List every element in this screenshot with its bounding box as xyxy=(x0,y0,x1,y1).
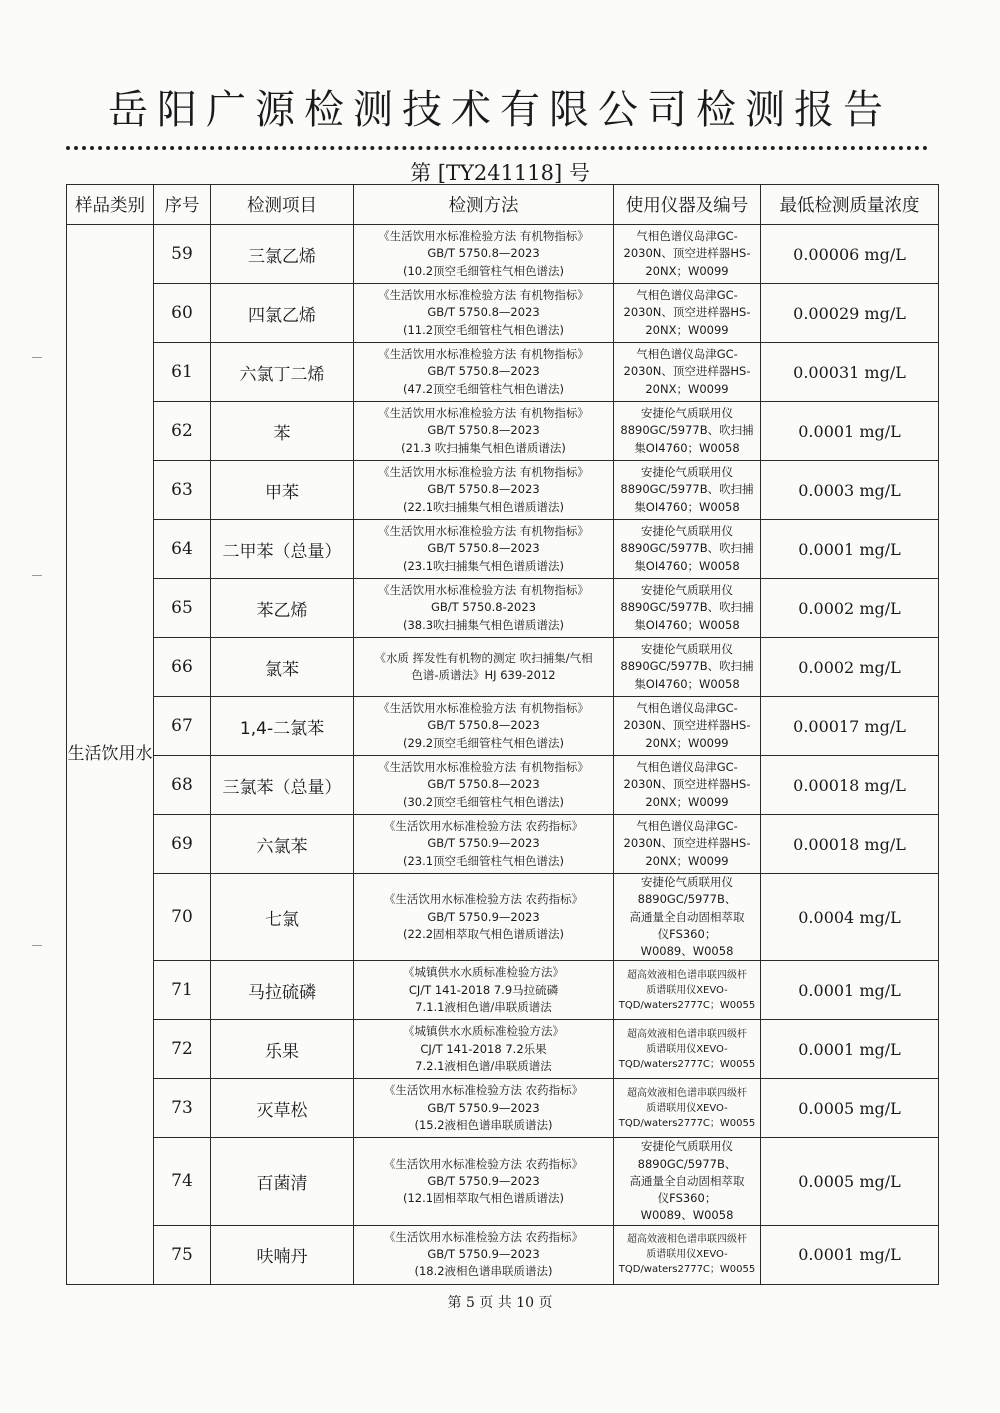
row-instrument xyxy=(614,961,761,1020)
row-item: 甲苯 xyxy=(211,461,354,520)
row-seq: 70 xyxy=(154,874,211,961)
method-line: 《生活饮用水标准检验方法 有机物指标》 xyxy=(378,347,589,362)
instrument-line: TQD/waters2777C；W0055 xyxy=(618,1117,756,1129)
instrument-line: 气相色谱仪岛津GC- xyxy=(636,229,738,244)
row-concentration: 0.0001 mg/L xyxy=(761,1225,939,1284)
row-seq: 75 xyxy=(154,1225,211,1284)
method-line: 《生活饮用水标准检验方法 有机物指标》 xyxy=(378,229,589,244)
scan-mark xyxy=(32,357,42,358)
row-concentration: 0.00031 mg/L xyxy=(761,343,939,402)
method-line: GB/T 5750.8—2023 xyxy=(427,246,540,261)
instrument-line: 2030N、顶空进样器HS- xyxy=(623,777,751,792)
col-header-instrument: 使用仪器及编号 xyxy=(614,185,761,225)
instrument-line: 20NX；W0099 xyxy=(645,381,729,396)
table-row xyxy=(67,461,939,520)
instrument-line: 安捷伦气质联用仪 xyxy=(641,583,733,598)
table-row xyxy=(67,284,939,343)
row-seq: 59 xyxy=(154,225,211,284)
method-line: (23.1顶空毛细管柱气相色谱法) xyxy=(402,853,565,868)
method-line: GB/T 5750.8—2023 xyxy=(427,364,540,379)
method-line: 《城镇供水水质标准检验方法》 xyxy=(403,965,564,980)
row-concentration: 0.0005 mg/L xyxy=(761,1079,939,1138)
method-line: 《生活饮用水标准检验方法 有机物指标》 xyxy=(378,583,589,598)
row-instrument xyxy=(614,697,761,756)
instrument-line: 质谱联用仪XEVO- xyxy=(646,984,728,996)
row-concentration: 0.0002 mg/L xyxy=(761,638,939,697)
method-line: GB/T 5750.9—2023 xyxy=(427,1100,540,1115)
instrument-line: 8890GC/5977B、 xyxy=(637,892,737,907)
instrument-line: TQD/waters2777C；W0055 xyxy=(618,1264,756,1275)
row-instrument xyxy=(614,1020,761,1079)
row-seq: 73 xyxy=(154,1079,211,1138)
instrument-line: W0089、W0058 xyxy=(640,944,734,958)
method-line: GB/T 5750.9—2023 xyxy=(427,1246,540,1261)
method-line: 《生活饮用水标准检验方法 农药指标》 xyxy=(383,819,584,834)
method-line: 7.1.1液相色谱/串联质谱法 xyxy=(415,999,552,1014)
row-method xyxy=(354,815,614,874)
instrument-line: TQD/waters2777C；W0055 xyxy=(618,1058,756,1070)
row-item: 二甲苯（总量） xyxy=(211,520,354,579)
col-header-seq: 序号 xyxy=(154,185,211,225)
instrument-line: 集OI4760；W0058 xyxy=(634,617,740,632)
instrument-line: 2030N、顶空进样器HS- xyxy=(623,364,751,379)
row-instrument xyxy=(614,579,761,638)
method-line: 《生活饮用水标准检验方法 农药指标》 xyxy=(383,1156,584,1171)
row-seq: 63 xyxy=(154,461,211,520)
row-instrument xyxy=(614,1138,761,1225)
instrument-line: 超高效液相色谱串联四级杆 xyxy=(627,1234,747,1245)
row-method xyxy=(354,1079,614,1138)
table-row xyxy=(67,1079,939,1138)
row-instrument xyxy=(614,343,761,402)
instrument-line: 仪FS360； xyxy=(657,1191,717,1205)
method-line: 色谱-质谱法》HJ 639-2012 xyxy=(411,668,556,682)
method-line: CJ/T 141-2018 7.9马拉硫磷 xyxy=(408,982,559,997)
row-seq: 67 xyxy=(154,697,211,756)
row-method xyxy=(354,961,614,1020)
method-line: 《生活饮用水标准检验方法 有机物指标》 xyxy=(378,406,589,421)
row-concentration: 0.00006 mg/L xyxy=(761,225,939,284)
row-concentration: 0.00018 mg/L xyxy=(761,815,939,874)
row-seq: 62 xyxy=(154,402,211,461)
row-method xyxy=(354,579,614,638)
row-item: 马拉硫磷 xyxy=(211,961,354,1020)
instrument-line: 8890GC/5977B、吹扫捕 xyxy=(620,423,754,438)
method-line: (47.2顶空毛细管柱气相色谱法) xyxy=(402,381,565,396)
instrument-line: 气相色谱仪岛津GC- xyxy=(636,288,738,303)
row-method xyxy=(354,1020,614,1079)
table-row xyxy=(67,874,939,961)
instrument-line: 高通量全自动固相萃取 xyxy=(629,1173,745,1188)
table-row xyxy=(67,638,939,697)
table-row xyxy=(67,225,939,284)
instrument-line: 质谱联用仪XEVO- xyxy=(646,1043,728,1055)
title-divider xyxy=(66,146,928,150)
instrument-line: 8890GC/5977B、吹扫捕 xyxy=(620,659,754,674)
row-item: 六氯丁二烯 xyxy=(211,343,354,402)
instrument-line: 高通量全自动固相萃取 xyxy=(629,909,745,924)
instrument-line: 8890GC/5977B、吹扫捕 xyxy=(620,541,754,556)
sample-category: 生活饮用水 xyxy=(67,225,154,1285)
report-number: 第 [TY241118] 号 xyxy=(410,161,590,185)
method-line: 7.2.1液相色谱/串联质谱法 xyxy=(415,1058,552,1073)
row-method xyxy=(354,638,614,697)
method-line: 《生活饮用水标准检验方法 农药指标》 xyxy=(383,1083,584,1098)
row-instrument xyxy=(614,638,761,697)
instrument-line: TQD/waters2777C；W0055 xyxy=(618,999,756,1011)
table-row xyxy=(67,579,939,638)
method-line: GB/T 5750.9—2023 xyxy=(427,909,540,924)
table-row xyxy=(67,402,939,461)
instrument-line: 2030N、顶空进样器HS- xyxy=(623,836,751,851)
row-concentration: 0.00017 mg/L xyxy=(761,697,939,756)
row-method xyxy=(354,874,614,961)
row-concentration: 0.0001 mg/L xyxy=(761,520,939,579)
method-line: 《生活饮用水标准检验方法 农药指标》 xyxy=(383,1229,584,1244)
row-concentration: 0.00018 mg/L xyxy=(761,756,939,815)
instrument-line: 集OI4760；W0058 xyxy=(634,440,740,455)
row-concentration: 0.0005 mg/L xyxy=(761,1138,939,1225)
row-instrument xyxy=(614,756,761,815)
instrument-line: 集OI4760；W0058 xyxy=(634,558,740,573)
method-line: 《城镇供水水质标准检验方法》 xyxy=(403,1024,564,1039)
method-line: (22.1吹扫捕集气相色谱质谱法) xyxy=(402,499,565,514)
instrument-line: 20NX；W0099 xyxy=(645,735,729,750)
method-line: GB/T 5750.8—2023 xyxy=(427,718,540,733)
table-header-row xyxy=(67,185,939,225)
instrument-line: 8890GC/5977B、 xyxy=(637,1156,737,1171)
row-seq: 71 xyxy=(154,961,211,1020)
method-line: (38.3吹扫捕集气相色谱质谱法) xyxy=(402,617,565,632)
method-line: GB/T 5750.8-2023 xyxy=(430,600,536,615)
method-line: 《生活饮用水标准检验方法 有机物指标》 xyxy=(378,701,589,716)
row-method xyxy=(354,402,614,461)
method-line: 《生活饮用水标准检验方法 有机物指标》 xyxy=(378,524,589,539)
method-line: 《生活饮用水标准检验方法 有机物指标》 xyxy=(378,288,589,303)
table-row xyxy=(67,961,939,1020)
method-line: 《生活饮用水标准检验方法 有机物指标》 xyxy=(378,760,589,775)
method-line: (18.2液相色谱串联质谱法) xyxy=(414,1264,553,1279)
instrument-line: 质谱联用仪XEVO- xyxy=(646,1102,728,1114)
instrument-line: 安捷伦气质联用仪 xyxy=(641,406,733,421)
row-seq: 66 xyxy=(154,638,211,697)
row-concentration: 0.0004 mg/L xyxy=(761,874,939,961)
row-instrument xyxy=(614,225,761,284)
method-line: (29.2顶空毛细管柱气相色谱法) xyxy=(402,735,565,750)
method-line: (30.2顶空毛细管柱气相色谱法) xyxy=(402,794,565,809)
method-line: (11.2顶空毛细管柱气相色谱法) xyxy=(402,322,565,337)
row-concentration: 0.0001 mg/L xyxy=(761,402,939,461)
col-header-concentration: 最低检测质量浓度 xyxy=(761,185,939,225)
results-table xyxy=(66,184,939,1285)
instrument-line: 气相色谱仪岛津GC- xyxy=(636,819,738,834)
row-seq: 61 xyxy=(154,343,211,402)
table-row xyxy=(67,756,939,815)
page-footer: 第 5 页 共 10 页 xyxy=(447,1295,553,1311)
instrument-line: 20NX；W0099 xyxy=(645,263,729,278)
row-item: 苯乙烯 xyxy=(211,579,354,638)
instrument-line: 仪FS360； xyxy=(657,926,717,941)
row-seq: 65 xyxy=(154,579,211,638)
row-method xyxy=(354,284,614,343)
row-item: 百菌清 xyxy=(211,1138,354,1225)
row-instrument xyxy=(614,284,761,343)
instrument-line: 20NX；W0099 xyxy=(645,794,729,809)
method-line: (10.2顶空毛细管柱气相色谱法) xyxy=(402,263,565,278)
row-seq: 72 xyxy=(154,1020,211,1079)
table-row xyxy=(67,1020,939,1079)
row-method xyxy=(354,697,614,756)
instrument-line: 质谱联用仪XEVO- xyxy=(646,1249,728,1260)
instrument-line: 气相色谱仪岛津GC- xyxy=(636,760,738,775)
row-seq: 69 xyxy=(154,815,211,874)
instrument-line: 安捷伦气质联用仪 xyxy=(641,465,733,480)
instrument-line: 2030N、顶空进样器HS- xyxy=(623,305,751,320)
scan-mark xyxy=(32,945,42,946)
method-line: CJ/T 141-2018 7.2乐果 xyxy=(420,1041,547,1056)
instrument-line: 超高效液相色谱串联四级杆 xyxy=(627,969,747,981)
method-line: GB/T 5750.8—2023 xyxy=(427,777,540,792)
row-instrument xyxy=(614,874,761,961)
table-row xyxy=(67,343,939,402)
instrument-line: 安捷伦气质联用仪 xyxy=(641,524,733,539)
row-item: 三氯乙烯 xyxy=(211,225,354,284)
row-instrument xyxy=(614,520,761,579)
instrument-line: 安捷伦气质联用仪 xyxy=(641,1139,733,1154)
instrument-line: 安捷伦气质联用仪 xyxy=(641,875,733,889)
col-header-item: 检测项目 xyxy=(211,185,354,225)
row-concentration: 0.0001 mg/L xyxy=(761,961,939,1020)
row-item: 1,4-二氯苯 xyxy=(211,697,354,756)
method-line: GB/T 5750.8—2023 xyxy=(427,482,540,497)
instrument-line: 超高效液相色谱串联四级杆 xyxy=(627,1087,747,1099)
instrument-line: W0089、W0058 xyxy=(640,1208,734,1223)
method-line: GB/T 5750.9—2023 xyxy=(427,836,540,851)
instrument-line: 8890GC/5977B、吹扫捕 xyxy=(620,482,754,497)
method-line: GB/T 5750.8—2023 xyxy=(427,423,540,438)
table-row xyxy=(67,520,939,579)
row-item: 呋喃丹 xyxy=(211,1225,354,1284)
row-concentration: 0.0002 mg/L xyxy=(761,579,939,638)
row-method xyxy=(354,756,614,815)
row-item: 四氯乙烯 xyxy=(211,284,354,343)
method-line: (23.1吹扫捕集气相色谱质谱法) xyxy=(402,558,565,573)
instrument-line: 安捷伦气质联用仪 xyxy=(641,642,733,657)
row-item: 氯苯 xyxy=(211,638,354,697)
table-row xyxy=(67,697,939,756)
table-row xyxy=(67,815,939,874)
row-item: 七氯 xyxy=(211,874,354,961)
instrument-line: 气相色谱仪岛津GC- xyxy=(636,701,738,716)
instrument-line: 2030N、顶空进样器HS- xyxy=(623,246,751,261)
row-concentration: 0.0003 mg/L xyxy=(761,461,939,520)
row-item: 乐果 xyxy=(211,1020,354,1079)
row-method xyxy=(354,461,614,520)
row-instrument xyxy=(614,402,761,461)
row-item: 三氯苯（总量） xyxy=(211,756,354,815)
method-line: 《生活饮用水标准检验方法 有机物指标》 xyxy=(378,465,589,480)
row-method xyxy=(354,520,614,579)
row-instrument xyxy=(614,815,761,874)
method-line: (21.3 吹扫捕集气相色谱质谱法) xyxy=(401,440,566,455)
row-seq: 68 xyxy=(154,756,211,815)
method-line: (15.2液相色谱串联质谱法) xyxy=(414,1117,553,1132)
instrument-line: 气相色谱仪岛津GC- xyxy=(636,347,738,362)
method-line: GB/T 5750.8—2023 xyxy=(427,541,540,556)
col-header-method: 检测方法 xyxy=(354,185,614,225)
row-concentration: 0.00029 mg/L xyxy=(761,284,939,343)
row-item: 灭草松 xyxy=(211,1079,354,1138)
method-line: (12.1固相萃取气相色谱质谱法) xyxy=(402,1191,565,1205)
scan-mark xyxy=(32,575,42,576)
row-method xyxy=(354,225,614,284)
row-method xyxy=(354,1225,614,1284)
method-line: GB/T 5750.8—2023 xyxy=(427,305,540,320)
instrument-line: 8890GC/5977B、吹扫捕 xyxy=(620,600,754,615)
row-instrument xyxy=(614,1225,761,1284)
row-concentration: 0.0001 mg/L xyxy=(761,1020,939,1079)
method-line: 《水质 挥发性有机物的测定 吹扫捕集/气相 xyxy=(374,650,593,665)
method-line: (22.2固相萃取气相色谱质谱法) xyxy=(402,926,565,941)
row-item: 苯 xyxy=(211,402,354,461)
table-row xyxy=(67,1225,939,1284)
row-seq: 60 xyxy=(154,284,211,343)
col-header-category: 样品类别 xyxy=(67,185,154,225)
instrument-line: 集OI4760；W0058 xyxy=(634,676,740,691)
method-line: 《生活饮用水标准检验方法 农药指标》 xyxy=(383,892,584,907)
row-seq: 74 xyxy=(154,1138,211,1225)
row-item: 六氯苯 xyxy=(211,815,354,874)
instrument-line: 20NX；W0099 xyxy=(645,853,729,868)
row-seq: 64 xyxy=(154,520,211,579)
row-method xyxy=(354,343,614,402)
report-title: 岳阳广源检测技术有限公司检测报告 xyxy=(108,87,892,133)
instrument-line: 2030N、顶空进样器HS- xyxy=(623,718,751,733)
instrument-line: 超高效液相色谱串联四级杆 xyxy=(627,1028,747,1040)
instrument-line: 20NX；W0099 xyxy=(645,322,729,337)
row-instrument xyxy=(614,1079,761,1138)
instrument-line: 集OI4760；W0058 xyxy=(634,499,740,514)
method-line: GB/T 5750.9—2023 xyxy=(427,1173,540,1188)
row-instrument xyxy=(614,461,761,520)
table-row xyxy=(67,1138,939,1225)
row-method xyxy=(354,1138,614,1225)
